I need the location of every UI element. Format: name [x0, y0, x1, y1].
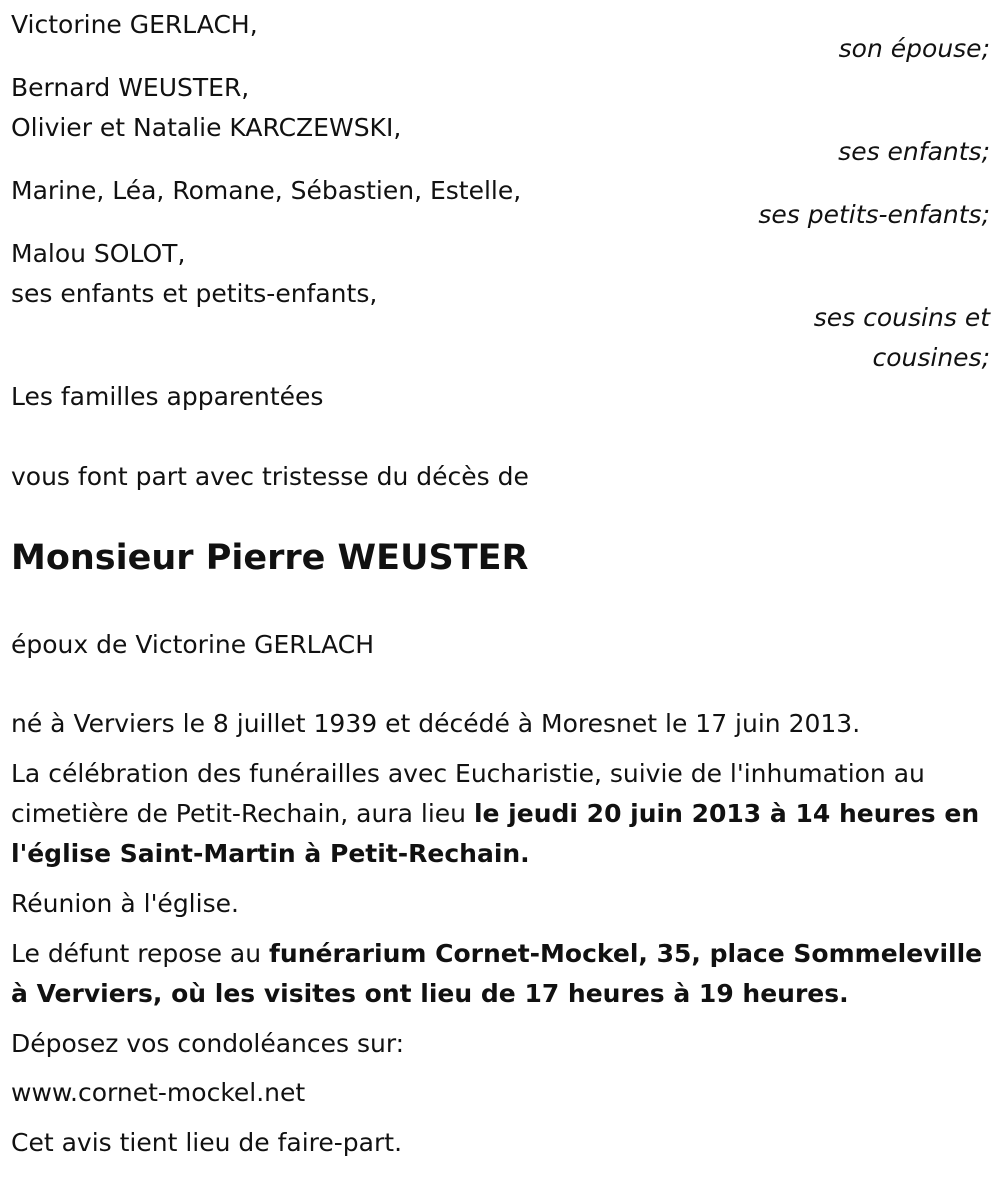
spouse-of: époux de Victorine GERLACH	[11, 630, 375, 659]
spouse-role: son épouse;	[838, 34, 990, 63]
children-role: ses enfants;	[838, 137, 990, 166]
relatives: Les familles apparentées	[11, 382, 324, 411]
rest-line-2	[11, 979, 849, 1009]
notice: Cet avis tient lieu de faire-part.	[11, 1128, 403, 1157]
ceremony-line-2	[11, 799, 979, 829]
condolences: Déposez vos condoléances sur:	[11, 1029, 405, 1058]
ceremony-line-1: La célébration des funérailles avec Eucharistie, suivie de l'inhumation au	[11, 759, 925, 788]
ceremony-church: l'église Saint-Martin à Petit-Rechain.	[11, 839, 530, 868]
grandchildren-role: ses petits-enfants;	[758, 200, 990, 229]
rest-text: Le défunt repose au	[11, 939, 270, 968]
cousin-name: Malou SOLOT,	[11, 239, 186, 268]
ceremony-place-text: cimetière de Petit-Rechain, aura lieu	[11, 799, 474, 828]
meeting: Réunion à l'église.	[11, 889, 239, 918]
grandchildren-names: Marine, Léa, Romane, Sébastien, Estelle,	[11, 176, 522, 205]
child-name-2: Olivier et Natalie KARCZEWSKI,	[11, 113, 402, 142]
visiting-hours: à Verviers, où les visites ont lieu de 17 heures à 19 heures.	[11, 979, 849, 1008]
ceremony-date: le jeudi 20 juin 2013 à 14 heures en	[473, 799, 980, 828]
rest-line-1	[11, 939, 982, 969]
ceremony-line-3	[11, 839, 530, 869]
cousins-role-line2: cousines;	[872, 343, 990, 372]
cousins-role-line1: ses cousins et	[813, 303, 990, 332]
website-link[interactable]: www.cornet-mockel.net	[11, 1078, 306, 1107]
birth-death: né à Verviers le 8 juillet 1939 et décédé à Moresnet le 17 juin 2013.	[11, 709, 861, 738]
funeral-home: funérarium Cornet-Mockel, 35, place Sommeleville	[269, 939, 983, 968]
cousin-family: ses enfants et petits-enfants,	[11, 279, 378, 308]
child-name-1: Bernard WEUSTER,	[11, 73, 250, 102]
intro-text: vous font part avec tristesse du décès de	[11, 462, 529, 491]
spouse-name: Victorine GERLACH,	[11, 10, 258, 39]
deceased-name: Monsieur Pierre WEUSTER	[11, 538, 529, 578]
